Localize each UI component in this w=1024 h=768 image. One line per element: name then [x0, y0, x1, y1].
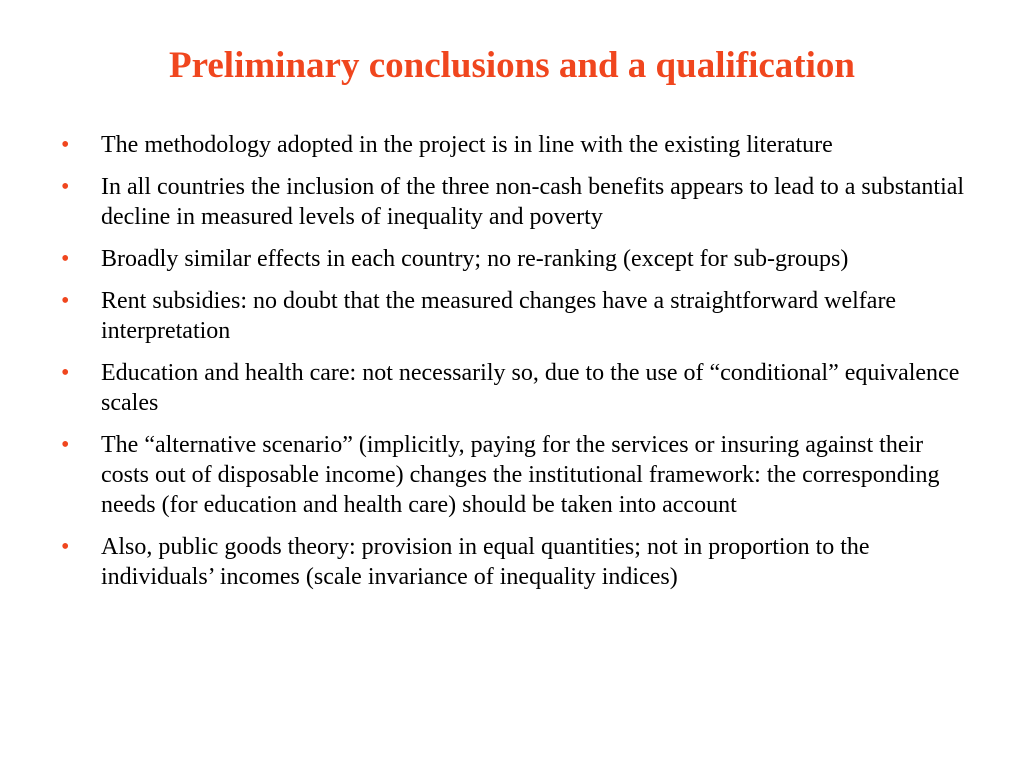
- bullet-list: [58, 130, 968, 604]
- bullet-text: The “alternative scenario” (implicitly, paying for the services or insuring against their costs out of disposable income) changes the institutional framework: the corresponding needs (for education and health care) should be taken into account: [101, 432, 940, 518]
- bullet-text: Also, public goods theory: provision in equal quantities; not in proportion to the individuals’ incomes (scale invariance of inequality indices): [101, 534, 870, 590]
- bullet-icon: •: [61, 246, 70, 272]
- bullet-icon: •: [61, 534, 70, 560]
- bullet-icon: •: [61, 432, 70, 458]
- bullet-item: [58, 286, 968, 346]
- bullet-text: Rent subsidies: no doubt that the measured changes have a straightforward welfare interpretation: [101, 288, 897, 344]
- slide-title: Preliminary conclusions and a qualification: [169, 45, 855, 86]
- bullet-item: [58, 172, 968, 232]
- bullet-item: [58, 358, 968, 418]
- bullet-icon: •: [61, 360, 70, 386]
- bullet-icon: •: [61, 132, 70, 158]
- bullet-item: [58, 532, 968, 592]
- bullet-item: [58, 430, 968, 520]
- bullet-text: The methodology adopted in the project is in line with the existing literature: [101, 132, 833, 158]
- bullet-item: [58, 130, 968, 160]
- bullet-text: Education and health care: not necessarily so, due to the use of “conditional” equivalence scales: [101, 360, 960, 416]
- bullet-item: [58, 244, 968, 274]
- bullet-text: Broadly similar effects in each country; no re-ranking (except for sub-groups): [101, 246, 849, 272]
- bullet-icon: •: [61, 288, 70, 314]
- bullet-text: In all countries the inclusion of the three non-cash benefits appears to lead to a substantial decline in measured levels of inequality and poverty: [101, 174, 965, 230]
- bullet-icon: •: [61, 174, 70, 200]
